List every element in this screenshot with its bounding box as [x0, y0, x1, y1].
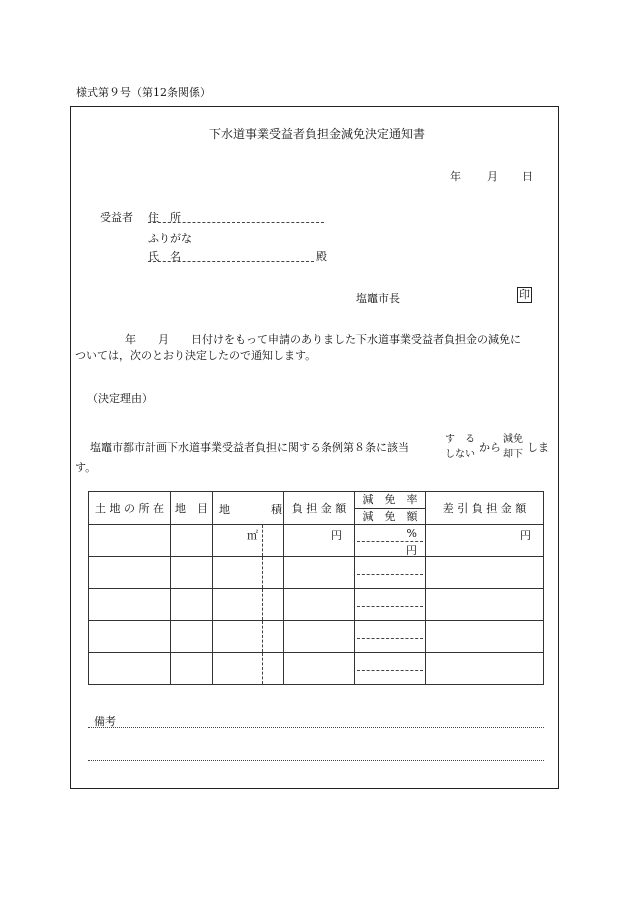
area-divider — [262, 525, 263, 556]
seal-mark: 印 — [519, 288, 530, 301]
name-label: 氏 名 — [148, 250, 181, 263]
cell-location[interactable] — [89, 557, 171, 589]
header-rate-amount — [355, 492, 426, 525]
table-row — [89, 525, 544, 557]
cell-rate-amount[interactable] — [355, 557, 426, 589]
area-divider — [262, 621, 263, 652]
reason-type-genmen: 減免 — [503, 434, 523, 445]
table-row — [89, 653, 544, 685]
cell-rate-amount[interactable] — [355, 589, 426, 621]
cell-rate-amount[interactable] — [355, 621, 426, 653]
form-number-label: 様式第９号（第12条関係） — [76, 86, 211, 99]
name-line — [148, 261, 314, 262]
header-location: 土 地 の 所 在 — [89, 492, 171, 525]
reason-label: （決定理由） — [87, 392, 153, 405]
date-day: 日 — [522, 170, 533, 183]
cell-rate-amount[interactable] — [355, 653, 426, 685]
remarks-line-1[interactable] — [88, 727, 544, 728]
date-month: 月 — [487, 170, 498, 183]
remarks-label: 備考 — [94, 715, 116, 728]
remarks-line-2[interactable] — [88, 760, 544, 761]
cell-area[interactable] — [213, 621, 284, 653]
reason-type-kyakka: 却下 — [503, 449, 523, 460]
table-header-row — [89, 492, 544, 525]
header-area — [213, 492, 284, 525]
reason-option-shinai: しない — [445, 449, 475, 460]
header-net: 差 引 負 担 金 額 — [426, 492, 544, 525]
header-area-left: 地 — [219, 503, 230, 516]
body-line-2: ついては，次のとおり決定したので通知します。 — [75, 349, 317, 362]
header-amount: 減 免 額 — [355, 508, 425, 524]
date-year: 年 — [450, 170, 461, 183]
cell-location[interactable] — [89, 653, 171, 685]
cell-category[interactable] — [171, 621, 213, 653]
unit-sqm: ㎡ — [247, 529, 258, 542]
cell-net[interactable] — [426, 525, 544, 557]
table-row — [89, 557, 544, 589]
header-rate: 減 免 率 — [362, 493, 418, 506]
honorific: 殿 — [316, 250, 327, 263]
cell-category[interactable] — [171, 589, 213, 621]
area-divider — [262, 653, 263, 684]
address-line — [148, 222, 324, 223]
cell-area[interactable] — [213, 557, 284, 589]
body-line-1: 年 月 日付けをもって申請のありました下水道事業受益者負担金の減免に — [125, 333, 521, 346]
cell-rate-amount[interactable] — [355, 525, 426, 557]
header-area-right: 積 — [271, 503, 282, 516]
unit-yen: 円 — [520, 529, 531, 542]
rate-divider — [357, 606, 423, 607]
recipient-label: 受益者 — [100, 211, 133, 224]
reason-option-suru: す る — [445, 434, 475, 445]
header-charge: 負 担 金 額 — [284, 492, 355, 525]
unit-percent: % — [406, 527, 417, 540]
unit-yen: 円 — [406, 544, 417, 557]
land-charge-table — [88, 491, 544, 685]
area-divider — [262, 557, 263, 588]
reason-end-2: す。 — [75, 461, 97, 474]
rate-divider — [357, 574, 423, 575]
cell-charge[interactable] — [284, 621, 355, 653]
cell-area[interactable] — [213, 525, 284, 557]
reason-end-1: しま — [527, 441, 549, 454]
reason-main-text: 塩竈市都市計画下水道事業受益者負担に関する条例第８条に該当 — [90, 441, 409, 454]
cell-charge[interactable] — [284, 557, 355, 589]
cell-net[interactable] — [426, 557, 544, 589]
cell-location[interactable] — [89, 525, 171, 557]
cell-area[interactable] — [213, 589, 284, 621]
header-category: 地 目 — [171, 492, 213, 525]
cell-net[interactable] — [426, 621, 544, 653]
cell-location[interactable] — [89, 621, 171, 653]
cell-net[interactable] — [426, 589, 544, 621]
cell-charge[interactable] — [284, 653, 355, 685]
cell-category[interactable] — [171, 557, 213, 589]
table-row — [89, 621, 544, 653]
rate-divider — [357, 638, 423, 639]
furigana-label: ふりがな — [148, 232, 192, 245]
cell-area[interactable] — [213, 653, 284, 685]
table-row — [89, 589, 544, 621]
area-divider — [262, 589, 263, 620]
cell-charge[interactable] — [284, 525, 355, 557]
address-label: 住 所 — [148, 211, 181, 224]
rate-divider — [357, 670, 423, 671]
cell-category[interactable] — [171, 653, 213, 685]
document-title: 下水道事業受益者負担金減免決定通知書 — [209, 127, 426, 141]
unit-yen: 円 — [331, 529, 342, 542]
cell-location[interactable] — [89, 589, 171, 621]
cell-charge[interactable] — [284, 589, 355, 621]
issuer-name: 塩竈市長 — [356, 292, 400, 305]
cell-net[interactable] — [426, 653, 544, 685]
reason-kara: から — [479, 441, 501, 454]
cell-category[interactable] — [171, 525, 213, 557]
